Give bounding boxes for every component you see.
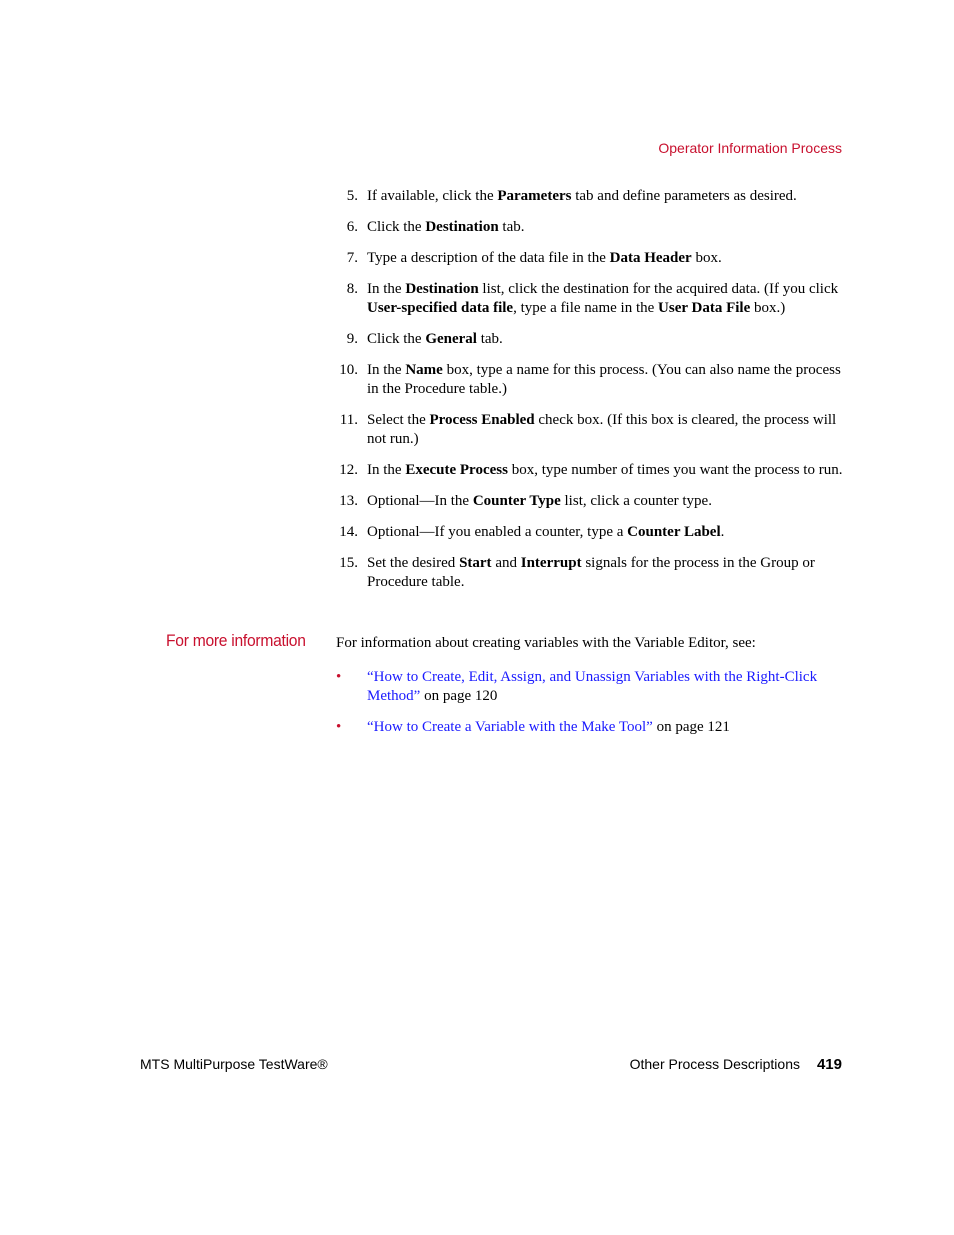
step-text: [367, 412, 836, 447]
step-number: 14.: [339, 524, 358, 540]
step-number: 15.: [339, 555, 358, 571]
procedure-step: [336, 361, 846, 399]
step-number: 8.: [346, 281, 358, 297]
step-text-run: Type a description of the data file in the: [367, 250, 610, 266]
step-number: 5.: [346, 188, 358, 204]
step-text-run: box.): [750, 300, 786, 316]
step-text-run: If available, click the: [367, 188, 498, 204]
step-text-run: Select the: [367, 412, 430, 428]
bullet-icon: •: [336, 669, 342, 685]
ui-term: Name: [405, 362, 443, 378]
step-text: [367, 250, 722, 266]
page-reference: on page 121: [652, 719, 730, 735]
step-text: [367, 462, 842, 478]
more-info-intro: For information about creating variables with the Variable Editor, see:: [336, 635, 756, 651]
procedure-step: [336, 280, 846, 318]
step-text-run: tab and define parameters as desired.: [571, 188, 797, 204]
step-number: 12.: [339, 462, 358, 478]
procedure-step: [336, 249, 846, 268]
procedure-step: [336, 492, 846, 511]
step-text-run: Click the: [367, 219, 426, 235]
ui-term: Data Header: [609, 250, 692, 266]
step-text-run: box, type a name for this process. (You can also name the process in the Procedure table.): [367, 362, 841, 397]
step-text-run: In the: [367, 281, 406, 297]
step-number: 9.: [346, 331, 358, 347]
step-text: [367, 188, 797, 204]
step-text-run: In the: [367, 462, 406, 478]
ui-term: Counter Type: [472, 493, 561, 509]
page-reference: on page 120: [420, 688, 498, 704]
ui-term: Process Enabled: [429, 412, 535, 428]
procedure-step: [336, 523, 846, 542]
reference-item: [336, 668, 846, 706]
ui-term: General: [425, 331, 477, 347]
running-header-section-title: Operator Information Process: [658, 140, 842, 156]
page-number: 419: [816, 1056, 842, 1073]
footer-product-name: MTS MultiPurpose TestWare®: [140, 1056, 328, 1072]
step-text: [367, 331, 503, 347]
procedure-step: [336, 411, 846, 449]
step-text-run: check box. (If this box is cleared, the process will not run.): [367, 412, 837, 447]
step-text-run: list, click the destination for the acquired data. (If you click: [478, 281, 839, 297]
footer-chapter-title: Other Process Descriptions: [629, 1056, 800, 1072]
step-text: [367, 362, 841, 397]
step-number: 11.: [339, 412, 358, 428]
step-text-run: Optional—In the: [367, 493, 473, 509]
cross-reference-link[interactable]: “How to Create, Edit, Assign, and Unassign Variables with the Right-Click Method”: [367, 669, 818, 704]
ui-term: User Data File: [658, 300, 751, 316]
step-text: [367, 524, 724, 540]
step-text: [367, 281, 838, 316]
ui-term: Start: [459, 555, 492, 571]
step-text-run: Click the: [367, 331, 426, 347]
step-text-run: tab.: [498, 219, 525, 235]
step-text-run: tab.: [476, 331, 503, 347]
ui-term: Destination: [405, 281, 479, 297]
cross-reference-link[interactable]: “How to Create a Variable with the Make Tool”: [367, 719, 653, 735]
ui-term: User-specified data file: [367, 300, 514, 316]
procedure-step: [336, 461, 846, 480]
step-text: [367, 555, 815, 590]
step-text-run: and: [491, 555, 521, 571]
procedure-step: [336, 554, 846, 592]
ui-term: Counter Label: [627, 524, 721, 540]
step-text: [367, 493, 712, 509]
step-text-run: , type a file name in the: [513, 300, 659, 316]
for-more-information-heading: For more information: [166, 631, 306, 650]
reference-list: [336, 668, 846, 749]
step-text-run: .: [720, 524, 725, 540]
step-text-run: box, type number of times you want the process to run.: [507, 462, 843, 478]
step-text-run: list, click a counter type.: [560, 493, 712, 509]
ui-term: Execute Process: [405, 462, 508, 478]
step-number: 10.: [339, 362, 358, 378]
step-text-run: In the: [367, 362, 406, 378]
ui-term: Interrupt: [520, 555, 582, 571]
ui-term: Parameters: [497, 188, 572, 204]
procedure-step: [336, 187, 846, 206]
step-text-run: signals for the process in the Group or Procedure table.: [367, 555, 815, 590]
reference-item: [336, 718, 846, 737]
bullet-icon: •: [336, 719, 342, 735]
ui-term: Destination: [425, 219, 499, 235]
procedure-step: [336, 330, 846, 349]
procedure-steps: [336, 187, 846, 604]
step-number: 13.: [339, 493, 358, 509]
step-text-run: Set the desired: [367, 555, 460, 571]
step-text-run: box.: [691, 250, 722, 266]
procedure-step: [336, 218, 846, 237]
step-number: 7.: [346, 250, 358, 266]
step-text: [367, 219, 525, 235]
step-number: 6.: [346, 219, 358, 235]
step-text-run: Optional—If you enabled a counter, type a: [367, 524, 628, 540]
